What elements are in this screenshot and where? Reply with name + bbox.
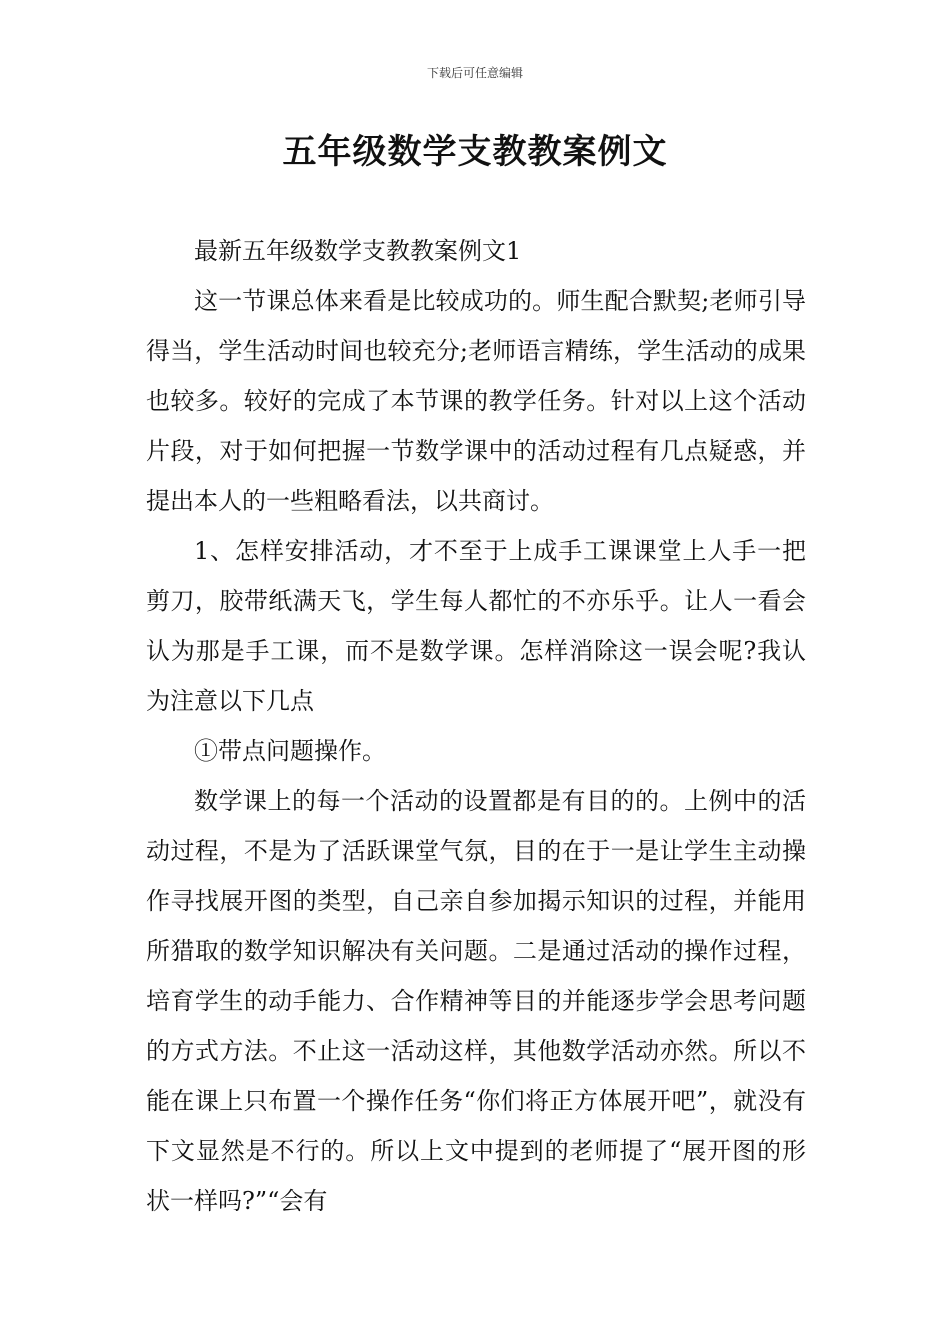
header-note: 下载后可任意编辑 — [426, 66, 523, 80]
section-heading: 最新五年级数学支教教案例文1 — [194, 237, 522, 265]
paragraph: 这一节课总体来看是比较成功的。师生配合默契;老师引导得当，学生活动时间也较充分;老师语言精练，学生活动的成果也较多。较好的完成了本节课的教学任务。针对以上这个活动片段，对于如何把握一节数学课中的活动过程有几点疑惑，并提出本人的一些粗略看法，以共商讨。 — [146, 287, 806, 515]
paragraph: 1、怎样安排活动，才不至于上成手工课课堂上人手一把剪刀，胶带纸满天飞，学生每人都忙的不亦乐乎。让人一看会认为那是手工课，而不是数学课。怎样消除这一误会呢?我认为注意以下几点 — [146, 537, 806, 715]
document-body — [146, 226, 806, 1226]
document-title: 五年级数学支教教案例文 — [282, 132, 668, 172]
paragraph: 数学课上的每一个活动的设置都是有目的的。上例中的活动过程，不是为了活跃课堂气氛，目的在于一是让学生主动操作寻找展开图的类型，自己亲自参加揭示知识的过程，并能用所猎取的数学知识解决有关问题。二是通过活动的操作过程，培育学生的动手能力、合作精神等目的并能逐步学会思考问题的方式方法。不止这一活动这样，其他数学活动亦然。所以不能在课上只布置一个操作任务“你们将正方体展开吧”，就没有下文显然是不行的。所以上文中提到的老师提了“展开图的形状一样吗?”“会有 — [146, 787, 806, 1215]
paragraph: ①带点问题操作。 — [194, 737, 386, 765]
